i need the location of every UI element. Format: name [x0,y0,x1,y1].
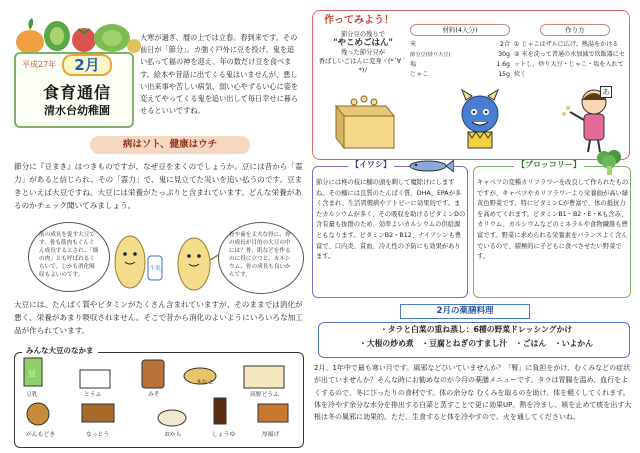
method-step: ① じゃこはザルに広げ、熱湯をかける [514,41,619,48]
material-row [410,50,510,60]
product-label-ganmodoki: がんもどき [26,432,55,438]
material-amount: 1.6g [496,61,510,68]
speech-bubble-right-text: 骨や歯を丈夫な骨に、骨の成長が目的の大豆の中には？骨、肌などを作るのに役に立つと、カルシウム、骨の成長も良いからです。 [229,232,291,278]
speech-bubble-right [218,222,304,294]
product-label-koya-tofu: 高野どうふ [250,392,279,398]
product-label-okara: おから [164,432,182,438]
material-name: 塩 [410,61,417,68]
svg-text:豆: 豆 [28,369,36,378]
vegetables-illustration [12,8,142,58]
recipe-title: 作ってみよう！ [324,15,394,26]
material-row [410,70,510,80]
girl-throwing-beans-illustration [560,82,626,156]
product-label-soymilk: 豆乳 [26,392,38,398]
oni-demon-illustration [440,86,522,158]
broccoli-icon [594,148,624,176]
recipe-name-line4: 香ばしいごはんに変身ヾ(*´∀｀*)ﾉ [318,58,408,74]
speech-bubble-left-text: 筋の成長を促す大豆です。骨も筋肉もぐんぐん成長するとされ、「畑の肉」とも呼ばれるくらいで、しかも消化吸収もよいのです。 [39,232,99,278]
soy-products-heading: みんな大豆のなかま [22,346,98,356]
soybean-characters-illustration [108,222,228,298]
recipe-name-line2: "やこめごはん" [333,38,393,48]
material-amount: 2合 [499,41,510,48]
menu-line-2: ・大根の炒め煮 ・豆腐とねぎのすまし汁 ・ごはん ・いよかん [359,339,593,348]
materials-heading: 材料(4人分) [410,24,510,36]
issue-month: 2月 [62,54,112,76]
product-label-natto: なっとう [86,432,110,438]
product-label-kinako: きなこ [196,380,214,386]
menu-text: 2月、1年中で最も寒い月です。風邪などひいていませんか？「腎」に負担をかけ、むくみなどの症状が出ていませんか？そんな時にお勧めなのが今月の薬膳メニューです。タラは胃腸を温め、血行をよくするので、冬にぴったりの食材です。体の余分な むくみを取るのを助け、体を軽くしてくれます。体を冷やす余分な水分を排出する白菜と蒸すことで更に効果UP。熱を冷まし、咳を止めて痰を出す大根は冬の風邪に効果的。ただ、生食すると体を冷やすので、火を通してくださいね。 [314,364,632,422]
menu-title: 2月の薬膳料理 [400,304,530,319]
material-row [410,40,510,50]
method-step: ② 米を洗って普通の水加減で炊飯器にセットし、炒り大豆・じゃこ・塩を入れて炊く [514,51,625,78]
material-name: 節分豆(炒り大豆) [410,52,451,58]
speech-bubble-left [28,222,110,292]
broccoli-heading: 【ブロッコリー】 [514,160,584,171]
material-amount: 15g [498,71,510,78]
recipe-name-line3: 残った節分豆が [340,49,386,56]
newsletter-title: 食育通信 [42,83,111,102]
section-title: 病はソト、健康はウチ [90,136,250,154]
iwashi-heading: 【イワシ】 [348,160,394,171]
product-label-miso: みそ [148,392,160,398]
method-heading: 作り方 [540,24,610,36]
product-label-shoyu: しょうゆ [212,432,236,438]
product-label-atsuage: 厚揚げ [262,432,280,438]
broccoli-text: キャベツの変種カリフラワーを改良して作られたものですが、キャベツやカリフラワーより栄養価が高い緑黄色野菜です。特にビタミンCが豊富で、体の抵抗力を高めてくれます。ビタミンB1・B2・E・Kも含み、カリウム、カルシウムなどのミネラルや食物繊維も豊富です。野菜に求められる栄養素をバランスよく含んでいるので、積極的に子どもに食べさせたい野菜です。 [477,179,629,261]
material-amount: 30g [498,51,510,58]
section-body-1: 節分に『豆まき』はつきものですが、なぜ豆をまくのでしょうか。豆には昔から「霊力」があると信じられ、その「霊力」で、鬼に見立てた災いを追い払うのです。豆まきといえば大豆ですね。大豆には栄養がたっぷりと含まれています。どんな栄養があるのかチェック聞いてみましょう。 [14,162,303,210]
product-label-tofu: とうふ [84,392,102,398]
issue-era: 平成27年 [22,60,57,69]
material-name: 米 [410,41,417,48]
iwashi-text: 節分には柊の枝に鰯の頭を刺して魔除けにしますね。その鰯には良質のたんぱく質、DHA、EPAが多く含まれ、生活習慣病やアトピーに効果的です。またカルシウムが多く、その吸収を助けるビタミンDの含有量も抜群のため、効率よいカルシウムの供給源ともなります。ビタミンB2・B12、ナイアシンも豊富で、口内炎、貧血、冷え性の予防にも効果があります。 [316,179,466,261]
material-row [410,60,510,70]
milk-label: 牛乳 [150,266,162,272]
school-name: 清水台幼稚園 [44,104,110,117]
recipe-name [318,30,408,75]
method-steps [514,40,626,80]
sardine-icon [404,158,454,174]
bean-box-illustration [330,86,400,152]
recipe-name-line1: 節分豆の残りで [340,31,386,38]
intro-text: 大寒が過ぎ、暦の上では立春。春到来です。その前日が「節分」。カ強く戸外に豆を投げ、鬼を追い払って福の神を迎え、年の数だけ豆を食べます。絵本や昔話に出てくる鬼はいませんが、悪しい出来事や苦しい病気、弱い心やずるい心に姿を変えてやってくる鬼を追い出して毎日幸せに暮らせるといいですね。 [140,33,299,116]
kanji-sign: あ [600,86,612,98]
section-body-2: 大豆には、たんぱく質やビタミンがたくさん含まれていますが、そのままでは消化が悪く、栄養があまり吸収されません。そこで昔から消化のよいようにいろいろな加工品が作られています。 [14,300,303,335]
menu-line-1: ・タラと白菜の重ね蒸し：6種の野菜ドレッシングかけ [379,325,573,334]
materials-list [410,40,510,80]
material-name: じゃこ [410,71,429,78]
